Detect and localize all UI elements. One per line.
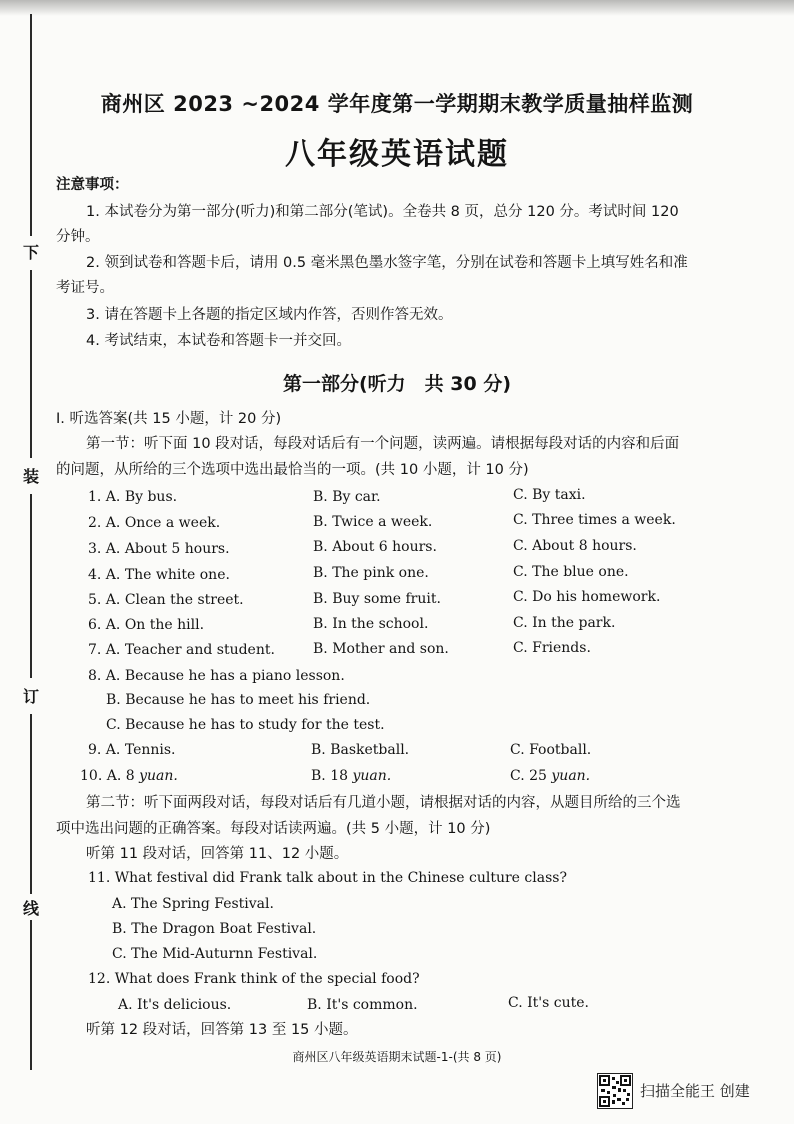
option-c: C. Do his homework. bbox=[513, 589, 661, 605]
option-a: 2. A. Once a week. bbox=[88, 515, 221, 531]
option-b: B. The pink one. bbox=[313, 565, 429, 581]
binding-line bbox=[30, 270, 32, 458]
notice-item: 考证号。 bbox=[56, 280, 114, 296]
notice-item: 2. 领到试卷和答题卡后，请用 0.5 毫米黑色墨水签字笔，分别在试卷和答题卡上填写姓名和准 bbox=[86, 255, 688, 271]
scan-edge bbox=[0, 0, 794, 16]
option-c: C. Because he has to study for the test. bbox=[106, 717, 385, 733]
instruction: 第二节：听下面两段对话，每段对话后有几道小题，请根据对话的内容，从题目所给的三个选 bbox=[86, 795, 681, 811]
option-a: 5. A. Clean the street. bbox=[88, 592, 244, 608]
scanner-watermark: 扫描全能王 创建 bbox=[640, 1082, 750, 1100]
option-b: B. Twice a week. bbox=[313, 514, 433, 530]
option-text: C. 25 bbox=[510, 768, 552, 784]
binding-line bbox=[30, 14, 32, 236]
notice-item: 分钟。 bbox=[56, 229, 100, 245]
binding-line bbox=[30, 714, 32, 894]
option-a: 9. A. Tennis. bbox=[88, 742, 176, 758]
section-heading: Ⅰ. 听选答案(共 15 小题，计 20 分) bbox=[56, 411, 282, 427]
unit: yuan. bbox=[139, 768, 178, 784]
question-stem: 12. What does Frank think of the special food? bbox=[88, 971, 420, 987]
unit: yuan. bbox=[551, 768, 591, 784]
qr-code-icon bbox=[597, 1073, 633, 1109]
binding-char: 下 bbox=[20, 240, 42, 263]
binding-line bbox=[30, 494, 32, 678]
option-c: C. The blue one. bbox=[513, 564, 629, 580]
option-c: C. In the park. bbox=[513, 615, 616, 631]
unit: yuan. bbox=[352, 768, 392, 784]
instruction: 第一节：听下面 10 段对话，每段对话后有一个问题，读两遍。请根据每段对话的内容和后面 bbox=[86, 436, 680, 452]
notice-item: 1. 本试卷分为第一部分(听力)和第二部分(笔试)。全卷共 8 页，总分 120 分。考试时间 120 bbox=[86, 204, 679, 220]
question-stem: 11. What festival did Frank talk about in the Chinese culture class? bbox=[88, 870, 567, 886]
option-b: B. Basketball. bbox=[311, 742, 410, 758]
option-b: B. About 6 hours. bbox=[313, 539, 437, 555]
binding-char: 线 bbox=[20, 896, 42, 919]
option-c: C. By taxi. bbox=[513, 487, 586, 503]
option-b: B. By car. bbox=[313, 489, 381, 505]
option-b: B. Buy some fruit. bbox=[313, 591, 441, 607]
part-title: 第一部分(听力 共 30 分) bbox=[282, 373, 512, 395]
option-a bbox=[80, 767, 178, 785]
option-a: 3. A. About 5 hours. bbox=[88, 541, 230, 557]
option-b: B. In the school. bbox=[313, 616, 429, 632]
option-a: A. It's delicious. bbox=[118, 997, 232, 1013]
option-text: 10. A. 8 bbox=[80, 768, 140, 784]
exam-subtitle: 八年级英语试题 bbox=[285, 137, 509, 172]
option-text: B. 18 bbox=[311, 768, 353, 784]
option-b: B. Because he has to meet his friend. bbox=[106, 692, 371, 708]
instruction: 项中选出问题的正确答案。每段对话读两遍。(共 5 小题，计 10 分) bbox=[56, 821, 491, 837]
option-c: C. Three times a week. bbox=[513, 512, 676, 528]
option-b: B. It's common. bbox=[307, 997, 418, 1013]
option-c: C. Football. bbox=[510, 742, 592, 758]
option-a: A. The Spring Festival. bbox=[112, 896, 274, 912]
option-a: 6. A. On the hill. bbox=[88, 617, 205, 633]
option-c: C. About 8 hours. bbox=[513, 538, 637, 554]
binding-char: 订 bbox=[20, 684, 42, 707]
option-a: 1. A. By bus. bbox=[88, 489, 178, 505]
option-a: 7. A. Teacher and student. bbox=[88, 642, 275, 658]
option-b bbox=[311, 767, 391, 785]
option-c bbox=[510, 767, 590, 785]
binding-char: 装 bbox=[20, 464, 42, 487]
option-b: B. Mother and son. bbox=[313, 641, 449, 657]
page-footer: 商州区八年级英语期末试题-1-(共 8 页) bbox=[292, 1050, 502, 1064]
exam-title: 商州区 2023 ~2024 学年度第一学期期末教学质量抽样监测 bbox=[100, 92, 694, 116]
notice-heading: 注意事项： bbox=[56, 177, 129, 193]
option-c: C. It's cute. bbox=[508, 995, 589, 1011]
option-a: 4. A. The white one. bbox=[88, 567, 230, 583]
option-b: B. The Dragon Boat Festival. bbox=[112, 921, 317, 937]
notice-item: 3. 请在答题卡上各题的指定区域内作答，否则作答无效。 bbox=[86, 307, 453, 323]
listen-prompt: 听第 11 段对话，回答第 11、12 小题。 bbox=[86, 846, 349, 862]
option-a: 8. A. Because he has a piano lesson. bbox=[88, 668, 345, 684]
notice-item: 4. 考试结束，本试卷和答题卡一并交回。 bbox=[86, 333, 351, 349]
listen-prompt: 听第 12 段对话，回答第 13 至 15 小题。 bbox=[86, 1022, 358, 1038]
option-c: C. The Mid-Auturnn Festival. bbox=[112, 946, 318, 962]
instruction: 的问题，从所给的三个选项中选出最恰当的一项。(共 10 小题，计 10 分) bbox=[56, 462, 529, 478]
option-c: C. Friends. bbox=[513, 640, 591, 656]
